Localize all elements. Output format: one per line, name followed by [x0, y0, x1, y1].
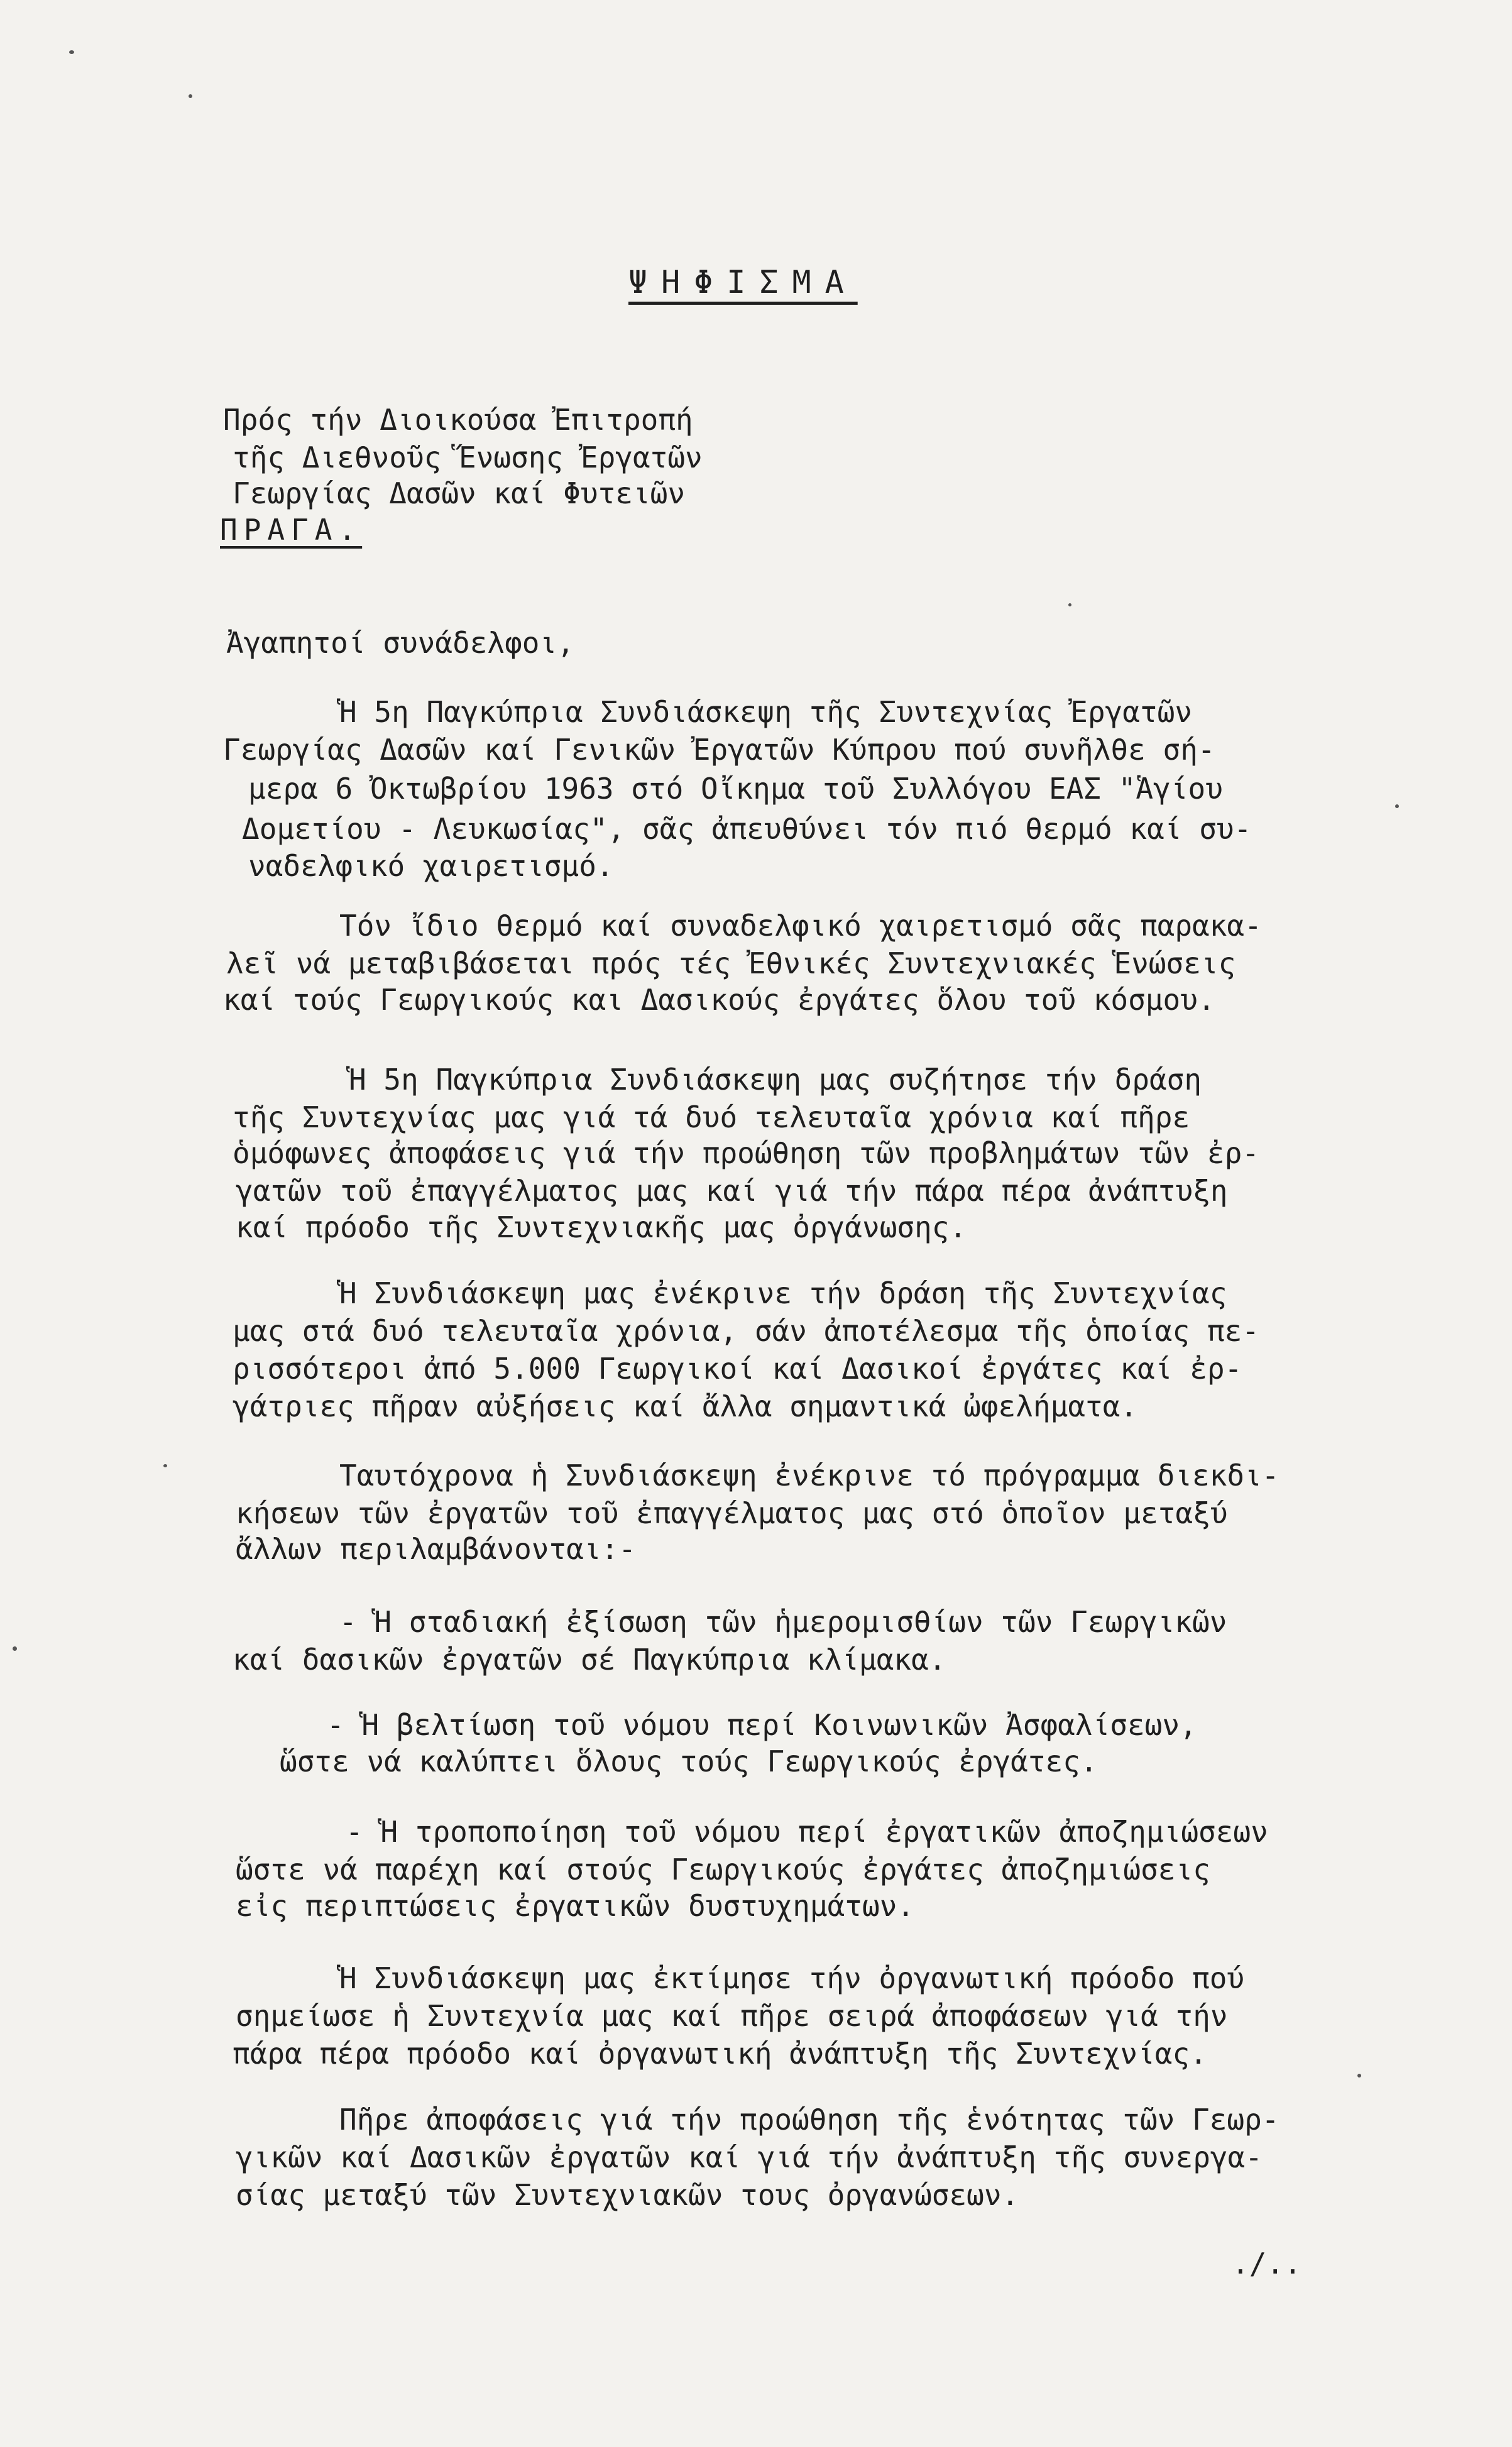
text-line: ὥστε νά παρέχη καί στούς Γεωργικούς ἐργάτες ἀποζημιώσεις — [236, 1853, 1210, 1886]
text-line: ἄλλων περιλαμβάνονται:- — [236, 1532, 636, 1566]
salutation: Ἀγαπητοί συνάδελφοι, — [226, 626, 574, 660]
text-line: ρισσότεροι ἀπό 5.000 Γεωργικοί καί Δασικοί ἐργάτες καί ἐρ- — [233, 1352, 1242, 1386]
text-line: μας στά δυό τελευταῖα χρόνια, σάν ἀποτέλεσμα τῆς ὁποίας πε- — [233, 1314, 1259, 1348]
text-line: καί δασικῶν ἐργατῶν σέ Παγκύπρια κλίμακα. — [233, 1643, 946, 1677]
text-line: μερα 6 Ὀκτωβρίου 1963 στό Οἴκημα τοῦ Συλλόγου ΕΑΣ "Ἁγίου — [248, 772, 1223, 806]
speck — [1357, 2074, 1361, 2077]
text-line: σίας μεταξύ τῶν Συντεχνιακῶν τους ὀργανώσεων. — [236, 2178, 1019, 2212]
speck — [163, 1464, 167, 1467]
text-line: γικῶν καί Δασικῶν ἐργατῶν καί γιά τήν ἀνάπτυξη τῆς συνεργα- — [236, 2140, 1263, 2174]
speck — [189, 94, 192, 98]
text-line: ὁμόφωνες ἀποφάσεις γιά τήν προώθηση τῶν προβλημάτων τῶν ἐρ- — [233, 1136, 1259, 1170]
text-line: σημείωσε ἡ Συντεχνία μας καί πῆρε σειρά ἀποφάσεων γιά τήν — [236, 1999, 1228, 2033]
text-line: κήσεων τῶν ἐργατῶν τοῦ ἐπαγγέλματος μας στό ὁποῖον μεταξύ — [236, 1496, 1228, 1530]
text-line: καί τούς Γεωργικούς και Δασικούς ἐργάτες ὅλου τοῦ κόσμου. — [223, 983, 1215, 1017]
text-line: ναδελφικό χαιρετισμό. — [248, 849, 614, 883]
text-line: τῆς Συντεχνίας μας γιά τά δυό τελευταῖα χρόνια καί πῆρε — [233, 1100, 1190, 1134]
address-line: τῆς Διεθνοῦς Ἕνωσης Ἐργατῶν — [233, 441, 703, 474]
text-line: εἰς περιπτώσεις ἐργατικῶν δυστυχημάτων. — [236, 1889, 915, 1923]
text-line: Γεωργίας Δασῶν καί Γενικῶν Ἐργατῶν Κύπρου πού συνῆλθε σή- — [223, 733, 1215, 767]
address-line: Γεωργίας Δασῶν καί Φυτειῶν — [233, 476, 686, 510]
speck — [1395, 804, 1399, 808]
speck — [69, 50, 74, 54]
text-line: Πῆρε ἀποφάσεις γιά τήν προώθηση τῆς ἑνότητας τῶν Γεωρ- — [339, 2103, 1279, 2137]
text-line: Ταυτόχρονα ἡ Συνδιάσκεψη ἐνέκρινε τό πρόγραμμα διεκδι- — [339, 1459, 1279, 1492]
list-item: - Ἡ τροποποίηση τοῦ νόμου περί ἐργατικῶν ἀποζημιώσεων — [346, 1815, 1268, 1849]
text-line: γάτριες πῆραν αὐξήσεις καί ἄλλα σημαντικά ὠφελήματα. — [233, 1389, 1138, 1423]
text-line: λεῖ νά μεταβιβάσεται πρός τές Ἐθνικές Συντεχνιακές Ἑνώσεις — [226, 946, 1236, 980]
text-line: Ἡ 5η Παγκύπρια Συνδιάσκεψη τῆς Συντεχνίας Ἐργατῶν — [339, 695, 1193, 729]
speck — [1068, 603, 1071, 606]
text-line: γατῶν τοῦ ἐπαγγέλματος μας καί γιά τήν πάρα πέρα ἀνάπτυξη — [236, 1174, 1228, 1208]
text-line: Ἡ Συνδιάσκεψη μας ἐνέκρινε τήν δράση τῆς Συντεχνίας — [339, 1276, 1227, 1310]
address-line: Πρός τήν Διοικούσα Ἐπιτροπή — [223, 403, 693, 437]
address-city: ΠΡΑΓΑ. — [220, 513, 363, 547]
continuation-mark: ./.. — [1232, 2247, 1301, 2280]
text-line: Τόν ἴδιο θερμό καί συναδελφικό χαιρετισμό σᾶς παρακα- — [339, 909, 1262, 943]
document-title: ΨΗΦΙΣΜΑ — [628, 264, 858, 300]
text-line: ὥστε νά καλύπτει ὅλους τούς Γεωργικούς ἐργάτες. — [280, 1744, 1098, 1778]
speck — [13, 1646, 17, 1651]
text-line: πάρα πέρα πρόοδο καί ὀργανωτική ἀνάπτυξη τῆς Συντεχνίας. — [233, 2037, 1207, 2071]
text-line: Δομετίου - Λευκωσίας", σᾶς ἀπευθύνει τόν πιό θερμό καί συ- — [242, 812, 1252, 846]
list-item: - Ἡ σταδιακή ἐξίσωση τῶν ἡμερομισθίων τῶν Γεωργικῶν — [339, 1605, 1227, 1639]
text-line: Ἡ Συνδιάσκεψη μας ἐκτίμησε τήν ὀργανωτική πρόοδο πού — [339, 1961, 1245, 1995]
text-line: καί πρόοδο τῆς Συντεχνιακῆς μας ὀργάνωσης. — [236, 1210, 967, 1244]
text-line: Ἡ 5η Παγκύπρια Συνδιάσκεψη μας συζήτησε τήν δράση — [349, 1063, 1202, 1097]
list-item: - Ἡ βελτίωση τοῦ νόμου περί Κοινωνικῶν Ἀσφαλίσεων, — [327, 1708, 1197, 1742]
